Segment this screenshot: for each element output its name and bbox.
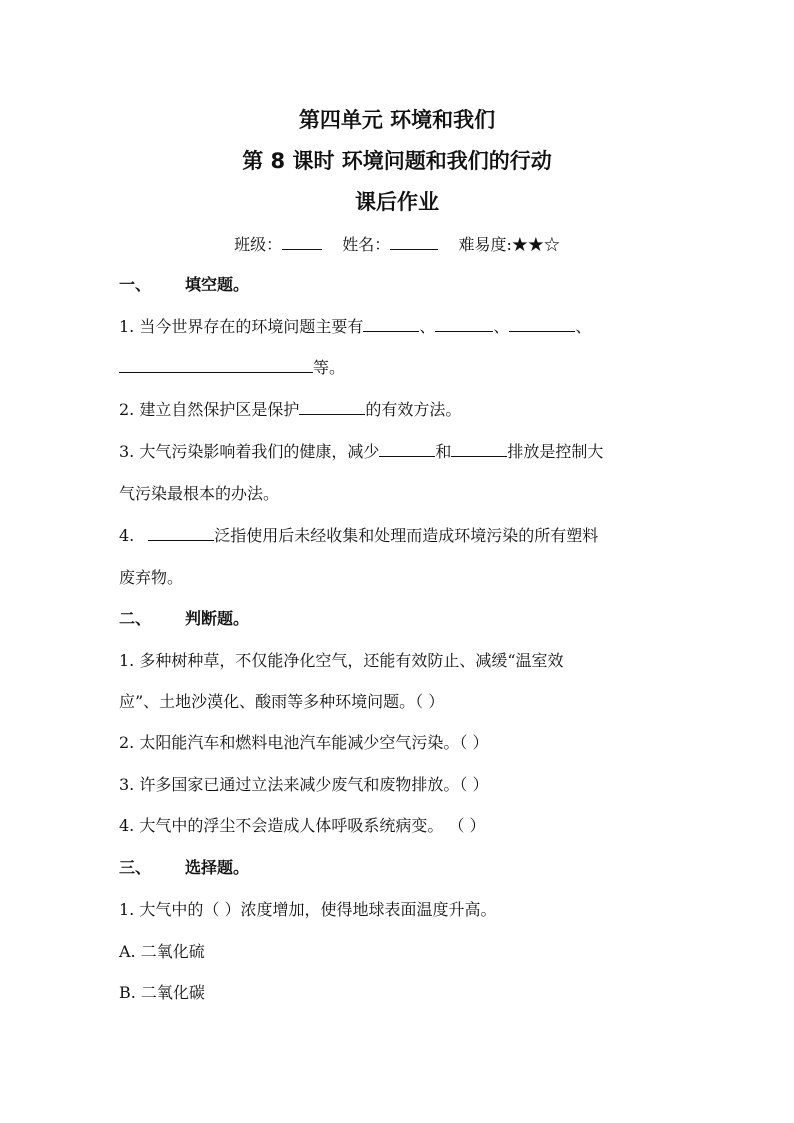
- fill-q3-line2: 气污染最根本的办法。: [119, 484, 280, 503]
- difficulty-label: 难易度:: [458, 235, 512, 254]
- fill-q1-line2: [119, 358, 345, 378]
- section-heading-fill-in: [119, 275, 249, 295]
- class-blank[interactable]: [282, 235, 322, 250]
- fill-q4-line2: 废弃物。: [119, 568, 184, 587]
- student-info-row: [0, 232, 794, 255]
- tf-q1-line1: 1. 多种树种草，不仅能净化空气，还能有效防止、减缓“温室效: [119, 651, 564, 670]
- question-number: 4.: [119, 526, 135, 545]
- section-title: 填空题。: [185, 275, 250, 294]
- separator: 、: [575, 317, 592, 336]
- class-label: 班级：: [234, 235, 283, 254]
- answer-blank[interactable]: [435, 317, 493, 332]
- name-label: 姓名：: [342, 235, 391, 254]
- answer-blank[interactable]: [148, 526, 214, 541]
- question-text: 排放是控制大: [507, 442, 604, 461]
- worksheet-title: 课后作业: [355, 190, 439, 214]
- difficulty-stars: ★★☆: [511, 235, 560, 254]
- tf-q2: 2. 太阳能汽车和燃料电池汽车能减少空气污染。（ ）: [119, 733, 489, 752]
- section-heading-multiple-choice: [119, 858, 249, 878]
- section-heading-true-false: [119, 609, 249, 629]
- name-blank[interactable]: [390, 235, 438, 250]
- separator: 、: [419, 317, 436, 336]
- question-text: 泛指使用后未经收集和处理而造成环境污染的所有塑料: [214, 526, 599, 545]
- question-text: 1. 当今世界存在的环境问题主要有: [119, 317, 364, 336]
- section-number: 二、: [119, 609, 152, 628]
- unit-title: 第四单元 环境和我们: [298, 108, 496, 132]
- answer-blank[interactable]: [119, 358, 313, 373]
- fill-q3-line1: [119, 442, 603, 462]
- lesson-title: 第 8 课时 环境问题和我们的行动: [242, 149, 552, 173]
- answer-blank[interactable]: [379, 442, 435, 457]
- question-text: 和: [435, 442, 452, 461]
- fill-q1-line1: [119, 317, 591, 337]
- tf-q1-line2: 应”、土地沙漠化、酸雨等多种环境问题。（ ）: [119, 692, 445, 711]
- question-text: 2. 建立自然保护区是保护: [119, 400, 300, 419]
- question-text: 等。: [313, 358, 346, 377]
- tf-q4: 4. 大气中的浮尘不会造成人体呼吸系统病变。 （ ）: [119, 816, 486, 835]
- answer-blank[interactable]: [451, 442, 507, 457]
- fill-q4-line1: [119, 526, 598, 546]
- mc-option-b[interactable]: B. 二氧化碳: [119, 983, 205, 1002]
- fill-q2: [119, 400, 461, 420]
- section-number: 三、: [119, 858, 152, 877]
- answer-blank[interactable]: [363, 317, 419, 332]
- section-title: 判断题。: [185, 609, 250, 628]
- question-text: 的有效方法。: [365, 400, 462, 419]
- section-title: 选择题。: [185, 858, 250, 877]
- answer-blank[interactable]: [299, 400, 365, 415]
- question-text: 3. 大气污染影响着我们的健康，减少: [119, 442, 380, 461]
- mc-option-a[interactable]: A. 二氧化硫: [119, 942, 205, 961]
- separator: 、: [493, 317, 510, 336]
- tf-q3: 3. 许多国家已通过立法来减少废气和废物排放。（ ）: [119, 775, 489, 794]
- mc-q1: 1. 大气中的（ ）浓度增加，使得地球表面温度升高。: [119, 900, 497, 919]
- answer-blank[interactable]: [509, 317, 575, 332]
- section-number: 一、: [119, 275, 152, 294]
